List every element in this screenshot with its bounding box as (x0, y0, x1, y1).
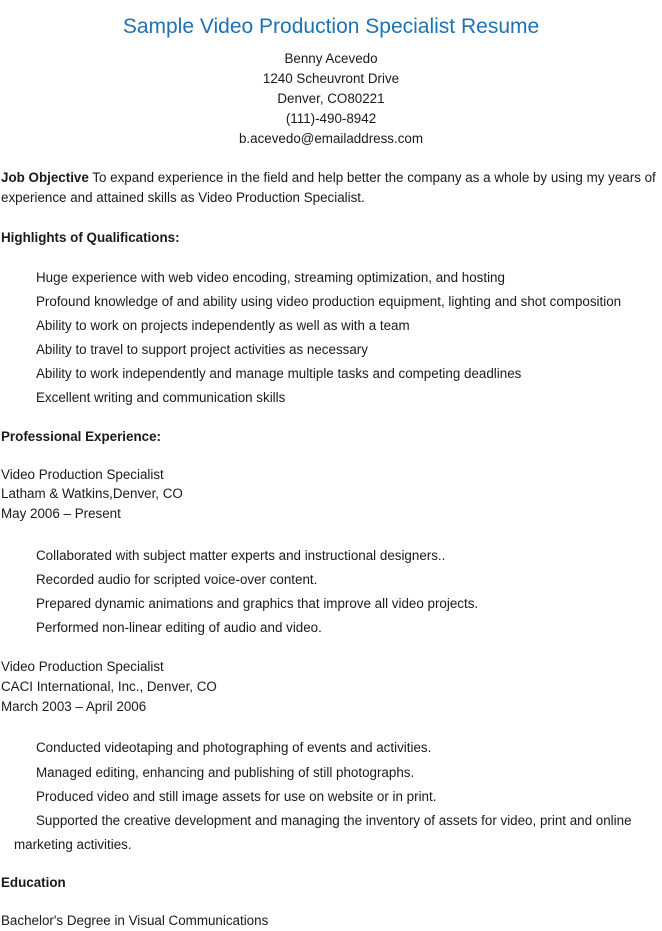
contact-address: 1240 Scheuvront Drive (262, 71, 400, 86)
job-duty: Performed non-linear editing of audio and video. (36, 620, 322, 635)
education-degree: Bachelor's Degree in Visual Communications (1, 913, 269, 928)
job-title: Video Production Specialist (1, 467, 164, 482)
contact-block (0, 49, 662, 149)
objective-line-1 (1, 168, 656, 188)
job-duty: Prepared dynamic animations and graphics that improve all video projects. (36, 596, 479, 611)
objective-text-2: experience and attained skills as Video Production Specialist. (1, 190, 365, 205)
objective-text-1: To expand experience in the field and help better the company as a whole by using my years of (88, 170, 656, 185)
job-company: CACI International, Inc., Denver, CO (1, 679, 217, 694)
job-duty: Recorded audio for scripted voice-over content. (36, 572, 318, 587)
objective-label: Job Objective (1, 170, 89, 185)
highlight-item: Ability to work on projects independently as well as with a team (36, 318, 410, 333)
highlight-item: Huge experience with web video encoding, streaming optimization, and hosting (36, 270, 505, 285)
contact-phone: (111)-490-8942 (285, 111, 377, 126)
job-duty: Produced video and still image assets for use on website or in print. (36, 789, 437, 804)
contact-name: Benny Acevedo (284, 51, 378, 66)
job-duty-continuation: marketing activities. (14, 837, 132, 852)
contact-city: Denver, CO80221 (277, 91, 385, 106)
job-title: Video Production Specialist (1, 659, 164, 674)
job-dates: May 2006 – Present (1, 506, 121, 521)
highlight-item: Ability to work independently and manage multiple tasks and competing deadlines (36, 366, 522, 381)
job-duty: Supported the creative development and managing the inventory of assets for video, print and online (36, 813, 632, 828)
job-duty: Conducted videotaping and photographing of events and activities. (36, 740, 432, 755)
job-dates: March 2003 – April 2006 (1, 699, 147, 714)
education-heading: Education (1, 875, 66, 890)
highlights-heading: Highlights of Qualifications: (1, 230, 180, 245)
highlight-item: Ability to travel to support project activities as necessary (36, 342, 368, 357)
experience-heading: Professional Experience: (1, 429, 162, 444)
job-company: Latham & Watkins,Denver, CO (1, 486, 183, 501)
job-duty: Managed editing, enhancing and publishing of still photographs. (36, 765, 415, 780)
highlight-item: Excellent writing and communication skills (36, 390, 286, 405)
contact-email: b.acevedo@emailaddress.com (238, 131, 424, 146)
job-duty: Collaborated with subject matter experts and instructional designers.. (36, 548, 446, 563)
page-title: Sample Video Production Specialist Resume (122, 15, 540, 38)
highlight-item: Profound knowledge of and ability using video production equipment, lighting and shot composition (36, 294, 622, 309)
